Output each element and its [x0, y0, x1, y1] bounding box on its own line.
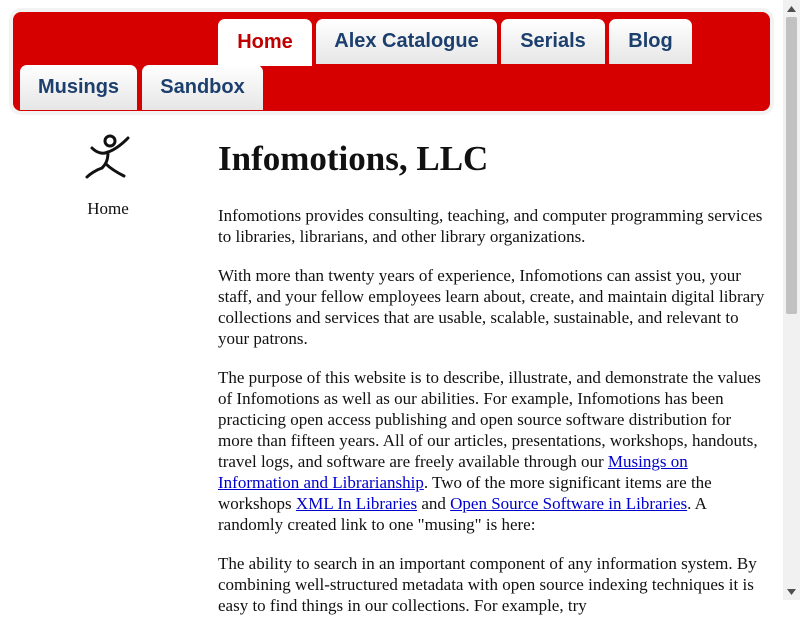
xml-in-libraries-link[interactable]: XML In Libraries: [295, 494, 418, 513]
experience-paragraph: With more than twenty years of experience, Infomotions can assist you, your staff, and your fellow employees learn about, create, and maintain digital library collections and services that are usable, scalable, sustainable, and relevant to your patrons.: [218, 266, 765, 348]
main-content: [218, 136, 768, 634]
tab-blog[interactable]: Blog: [609, 19, 692, 64]
purpose-text-3: and: [417, 494, 451, 513]
vertical-scrollbar[interactable]: [783, 0, 800, 600]
purpose-paragraph: [218, 367, 768, 535]
tab-sandbox[interactable]: Sandbox: [142, 65, 263, 110]
purpose-text-2: . Two of the more significant items are the workshops: [218, 473, 712, 513]
search-paragraph: The ability to search in an important component of any information system. By combining well-structured metadata with open source indexing techniques it is easy to find things in our collections. For example, try: [218, 554, 757, 615]
purpose-text-1: The purpose of this website is to describe, illustrate, and demonstrate the values of Infomotions as well as our abilities. For example, Infomotions has been practicing open access publishing and open source software distribution for more than fifteen years. All of our articles, presentations, workshops, handouts, travel logs, and software are freely available through our: [218, 368, 761, 471]
scrollbar-thumb[interactable]: [786, 17, 797, 314]
scroll-down-arrow-icon[interactable]: [783, 583, 800, 600]
sidebar-home-link[interactable]: Home: [87, 199, 129, 218]
page-title: Infomotions, LLC: [218, 139, 489, 178]
scroll-up-arrow-icon[interactable]: [783, 0, 800, 17]
main-navigation: [13, 12, 770, 111]
musings-link[interactable]: Musings on Information and Librarianship: [218, 452, 688, 492]
intro-paragraph: Infomotions provides consulting, teaching, and computer programming services to libraries, librarians, and other library organizations.: [218, 206, 763, 246]
tab-alex-catalogue[interactable]: Alex Catalogue: [316, 19, 497, 64]
open-source-software-link[interactable]: Open Source Software in Libraries: [450, 494, 688, 513]
tab-serials[interactable]: Serials: [501, 19, 605, 64]
stick-figure-logo-icon[interactable]: [84, 132, 132, 180]
tab-musings[interactable]: Musings: [20, 65, 137, 110]
purpose-text-4: . A randomly created link to one "musing" is here:: [218, 494, 707, 534]
tab-home[interactable]: Home: [218, 19, 312, 66]
